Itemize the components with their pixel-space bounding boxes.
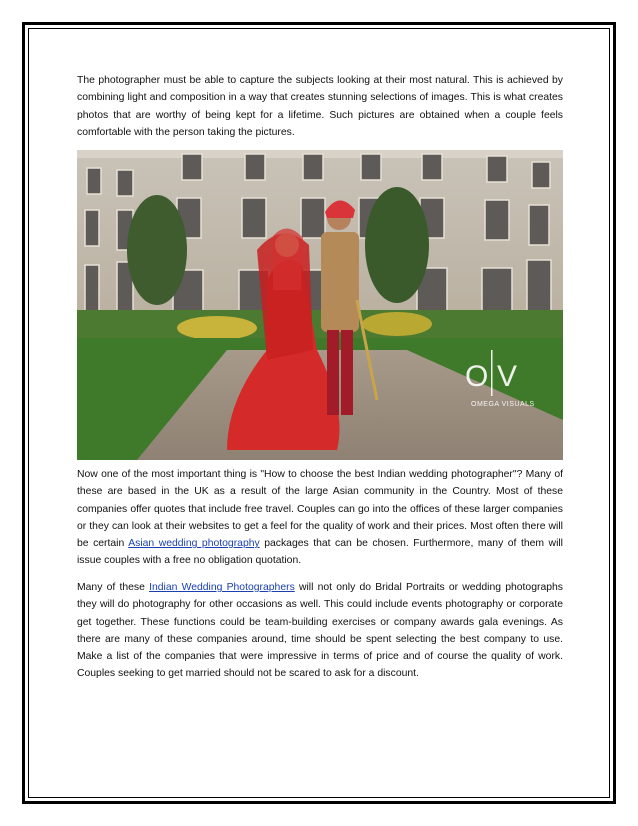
paragraph-choosing-before: Now one of the most important thing is "How to choose the best Indian wedding photographer"? Many of these are based in the UK as a result of the large Asian community in the Country. Most of these companies offer quotes that include free travel. Couples can go into the offices of these larger companies or they can look at their websites to get a feel for the quality of work and their prices. Most often there will be certain [77,469,563,550]
watermark-letter-v: V [497,360,518,393]
paragraph-occasions-after: will not only do Bridal Portraits or wedding photographs they will do photography for other occasions as well. This could include events photography or corporate get together. These functions could be team-building exercises or company awards gala evenings. As there are many of these companies around, time should be spent selecting the best company to use. Make a list of the companies that were impressive in terms of price and of course the quality of work. Couples seeking to get married should not be scared to ask for a discount. [77,582,563,680]
watermark-letter-o: O [465,360,489,393]
paragraph-intro [77,72,563,141]
watermark-brand-text: OMEGA VISUALS [471,401,535,408]
paragraph-choosing [77,466,563,570]
paragraph-occasions-text [77,579,563,683]
paragraph-choosing-after: packages that can be chosen. Furthermore, many of them will issue couples with a free no obligation quotation. [77,538,563,567]
link-asian-wedding-photography[interactable]: Asian wedding photography [128,538,260,550]
wedding-couple-photo [77,150,563,460]
paragraph-choosing-text [77,466,563,570]
paragraph-occasions [77,579,563,683]
paragraph-intro-text: The photographer must be able to capture the subjects looking at their most natural. This is achieved by combining light and composition in a way that creates stunning selections of images. This is what creates photos that are worthy of being kept for a lifetime. Such pictures are obtained when a couple feels comfortable with the person taking the pictures. [77,75,563,138]
paragraph-occasions-before: Many of these [77,582,150,593]
link-indian-wedding-photographers[interactable]: Indian Wedding Photographers [149,582,295,593]
